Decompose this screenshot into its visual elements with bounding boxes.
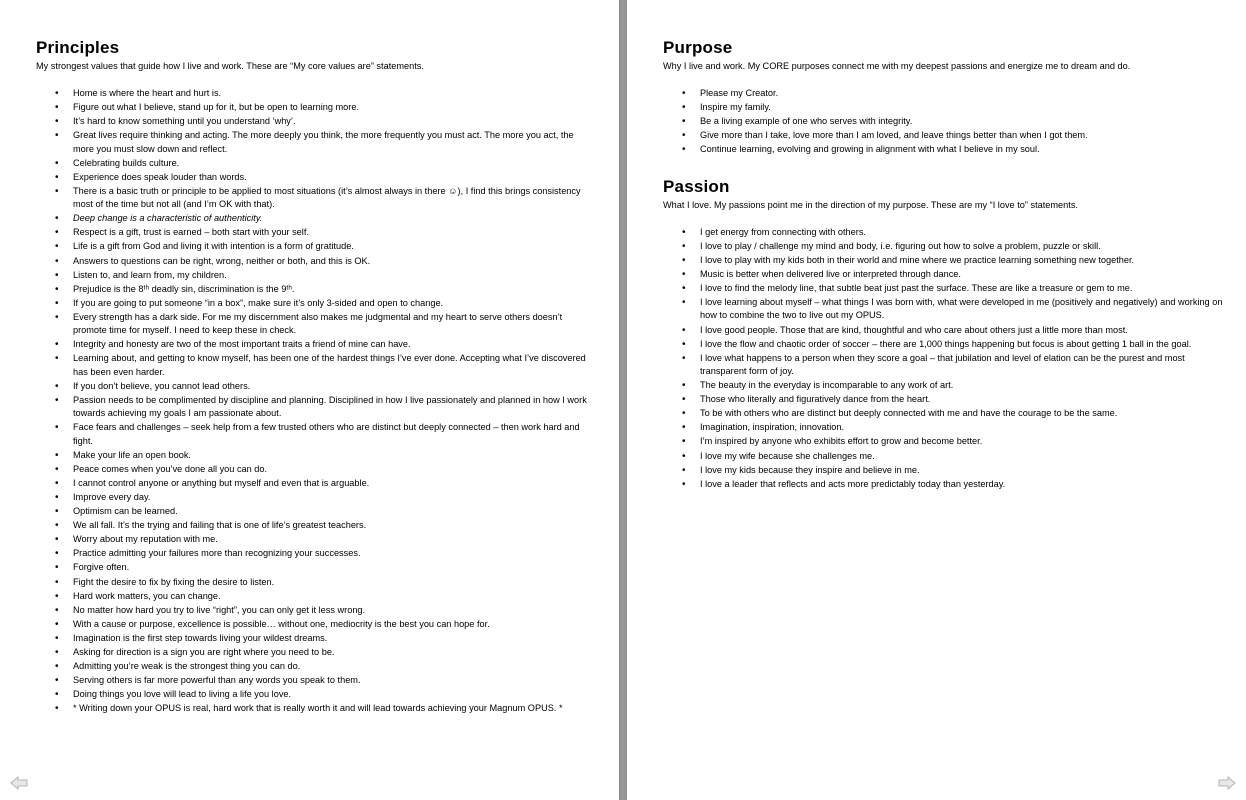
list-item: [663, 379, 1223, 392]
bullet-icon: •: [55, 449, 59, 461]
bullet-icon: •: [55, 506, 59, 518]
list-item: [663, 393, 1223, 406]
bullet-icon: •: [55, 590, 59, 602]
list-item-text: Answers to questions can be right, wrong, neither or both, and this is OK.: [73, 255, 371, 266]
list-item: [663, 101, 1223, 114]
list-item: [663, 421, 1223, 434]
list-item: [663, 478, 1223, 491]
list-item: [36, 157, 596, 170]
bullet-icon: •: [55, 130, 59, 142]
bullet-icon: •: [682, 102, 686, 114]
bullet-icon: •: [55, 703, 59, 715]
list-item: [36, 463, 596, 476]
list-item-text: There is a basic truth or principle to be applied to most situations (it’s almost always in there ☺), I find this brings consistency most of the time but not all (and I’m OK with that).: [73, 185, 581, 210]
bullet-icon: •: [55, 675, 59, 687]
bullet-icon: •: [55, 689, 59, 701]
principles-title: Principles: [36, 38, 120, 57]
list-item: [663, 254, 1223, 267]
list-item-text: Serving others is far more powerful than any words you speak to them.: [73, 675, 361, 686]
list-item: [36, 129, 596, 156]
arrow-left-icon[interactable]: [10, 776, 28, 790]
list-item-text: Deep change is a characteristic of authenticity.: [73, 213, 263, 224]
list-item: [36, 255, 596, 268]
list-item-text: I love to play with my kids both in their world and mine where we practice learning something new together.: [700, 254, 1135, 265]
list-item: [36, 338, 596, 351]
page-right: [627, 0, 1246, 800]
list-item-text: I love my kids because they inspire and believe in me.: [700, 464, 920, 475]
page-left: [0, 0, 619, 800]
bullet-icon: •: [55, 255, 59, 267]
list-item-text: Face fears and challenges – seek help from a few trusted others who are distinct but deeply connected – then work hard and fight.: [73, 422, 580, 446]
list-item: [36, 604, 596, 617]
passion-subtitle: What I love. My passions point me in the direction of my purpose. These are my “I love to” statements.: [663, 199, 1078, 210]
list-item-text: I’m inspired by anyone who exhibits effort to grow and become better.: [700, 436, 983, 447]
list-item-text: Learning about, and getting to know myself, has been one of the hardest things I’ve ever done. Accepting what I’ve discovered has been even harder.: [73, 353, 586, 377]
bullet-icon: •: [55, 227, 59, 239]
bullet-icon: •: [55, 618, 59, 630]
list-item-text: To be with others who are distinct but deeply connected with me and have the courage to be the same.: [700, 408, 1118, 419]
list-item: [36, 533, 596, 546]
list-item-text: No matter how hard you try to live “right”, you can only get it less wrong.: [73, 604, 366, 615]
list-item: [36, 547, 596, 560]
list-item: [36, 226, 596, 239]
list-item: [36, 491, 596, 504]
bullet-icon: •: [682, 436, 686, 448]
bullet-icon: •: [55, 241, 59, 253]
list-item: [36, 212, 596, 225]
list-item: [663, 352, 1223, 379]
list-item: [36, 240, 596, 253]
list-item-text: Prejudice is the 8ᵗʰ deadly sin, discrimination is the 9ᵗʰ.: [73, 283, 295, 294]
bullet-icon: •: [682, 450, 686, 462]
list-item-text: Passion needs to be complimented by discipline and planning. Disciplined in how I live passionately and planned in how I work towards achieving my goals I am passionate about.: [73, 394, 587, 419]
list-item-text: Figure out what I believe, stand up for it, but be open to learning more.: [73, 102, 360, 113]
list-item-text: Be a living example of one who serves with integrity.: [700, 116, 913, 127]
list-item-text: Those who literally and figuratively dance from the heart.: [700, 394, 931, 405]
list-item: [36, 269, 596, 282]
list-item: [36, 311, 596, 338]
list-item: [663, 282, 1223, 295]
list-item: [663, 435, 1223, 448]
bullet-icon: •: [682, 283, 686, 295]
list-item-text: Practice admitting your failures more than recognizing your successes.: [73, 548, 361, 559]
list-item-text: Improve every day.: [73, 491, 151, 502]
list-item: [36, 477, 596, 490]
list-item: [36, 185, 596, 212]
list-item-text: Please my Creator.: [700, 88, 779, 98]
list-item-text: Home is where the heart and hurt is.: [73, 88, 222, 98]
list-item: [663, 87, 1223, 100]
list-item-text: Forgive often.: [73, 562, 130, 573]
bullet-icon: •: [55, 213, 59, 225]
bullet-icon: •: [682, 297, 686, 309]
list-item-text: Fight the desire to fix by fixing the desire to listen.: [73, 576, 275, 587]
bullet-icon: •: [55, 88, 59, 99]
list-item: [36, 646, 596, 659]
list-item-text: I love to play / challenge my mind and body, i.e. figuring out how to solve a problem, puzzle or skill.: [700, 240, 1101, 251]
list-item: [36, 688, 596, 701]
list-item-text: If you don’t believe, you cannot lead others.: [73, 380, 251, 391]
list-item: [36, 101, 596, 114]
list-item: [36, 674, 596, 687]
principles-subtitle: My strongest values that guide how I live and work. These are “My core values are” statements.: [36, 61, 424, 71]
bullet-icon: •: [682, 268, 686, 280]
list-item: [36, 505, 596, 518]
bullet-icon: •: [682, 88, 686, 99]
bullet-icon: •: [55, 632, 59, 644]
bullet-icon: •: [682, 478, 686, 490]
bullet-icon: •: [55, 353, 59, 365]
list-item: [663, 240, 1223, 253]
list-item: [36, 660, 596, 673]
list-item: [36, 590, 596, 603]
passion-title: Passion: [663, 176, 730, 196]
list-item: [36, 618, 596, 631]
bullet-icon: •: [682, 380, 686, 392]
bullet-icon: •: [55, 394, 59, 406]
list-item-text: I love good people. Those that are kind, thoughtful and who care about others just a little more than most.: [700, 324, 1128, 335]
bullet-icon: •: [55, 491, 59, 503]
purpose-passion-section: [663, 38, 1223, 492]
list-item: [663, 268, 1223, 281]
bullet-icon: •: [682, 226, 686, 238]
bullet-icon: •: [55, 269, 59, 281]
bullet-icon: •: [55, 283, 59, 295]
list-item-text: Experience does speak louder than words.: [73, 171, 247, 182]
list-item-text: Celebrating builds culture.: [73, 157, 180, 168]
bullet-icon: •: [55, 604, 59, 616]
list-item-text: I love the flow and chaotic order of soccer – there are 1,000 things happening but focus is about getting 1 ball in the goal.: [700, 338, 1192, 349]
list-item: [36, 702, 596, 715]
list-item-text: Listen to, and learn from, my children.: [73, 269, 227, 280]
list-item-text: I get energy from connecting with others.: [700, 226, 866, 237]
bullet-icon: •: [682, 324, 686, 336]
bullet-icon: •: [55, 339, 59, 351]
list-item-text: If you are going to put someone “in a box”, make sure it’s only 3-sided and open to change.: [73, 297, 444, 308]
list-item: [36, 576, 596, 589]
page-gutter: [619, 0, 627, 800]
list-item-text: Optimism can be learned.: [73, 506, 178, 517]
list-item: [36, 297, 596, 310]
list-item-text: Continue learning, evolving and growing in alignment with what I believe in my soul.: [700, 144, 1040, 155]
bullet-icon: •: [55, 185, 59, 197]
bullet-icon: •: [682, 116, 686, 128]
bullet-icon: •: [55, 463, 59, 475]
list-item: [663, 226, 1223, 239]
list-item-text: Asking for direction is a sign you are right where you need to be.: [73, 646, 335, 657]
bullet-icon: •: [55, 661, 59, 673]
bullet-icon: •: [55, 562, 59, 574]
list-item-text: * Writing down your OPUS is real, hard work that is really worth it and will lead towards achieving your Magnum OPUS. *: [73, 703, 563, 714]
list-item-text: Respect is a gift, trust is earned – both start with your self.: [73, 227, 309, 238]
bullet-icon: •: [682, 464, 686, 476]
list-item: [36, 519, 596, 532]
list-item-text: Great lives require thinking and acting. The more deeply you think, the more frequently you must act. The more you act, the more you must slow down and reflect.: [73, 130, 574, 154]
bullet-icon: •: [55, 548, 59, 560]
list-item: [663, 464, 1223, 477]
list-item: [36, 380, 596, 393]
list-item: [663, 143, 1223, 156]
bullet-icon: •: [55, 380, 59, 392]
list-item: [663, 450, 1223, 463]
list-item: [36, 561, 596, 574]
list-item-text: Inspire my family.: [700, 102, 771, 113]
list-item-text: It’s hard to know something until you understand ‘why’.: [73, 116, 296, 127]
bullet-icon: •: [55, 576, 59, 588]
list-item-text: Admitting you’re weak is the strongest thing you can do.: [73, 661, 301, 672]
purpose-title: Purpose: [663, 38, 733, 57]
list-item-text: With a cause or purpose, excellence is possible… without one, mediocrity is the best you can hope for.: [73, 618, 490, 629]
bullet-icon: •: [55, 102, 59, 114]
bullet-icon: •: [55, 520, 59, 532]
bullet-icon: •: [682, 422, 686, 434]
list-item-text: Hard work matters, you can change.: [73, 590, 221, 601]
list-item-text: I love to find the melody line, that subtle beat just past the surface. These are like a treasure or gem to me.: [700, 283, 1133, 294]
list-item: [663, 129, 1223, 142]
list-item-text: Make your life an open book.: [73, 449, 191, 460]
bullet-icon: •: [682, 240, 686, 252]
list-item-text: Every strength has a dark side. For me my discernment also makes me judgmental and my heart to serve others doesn’t promote time for myself. I need to keep these in check.: [73, 311, 563, 336]
bullet-icon: •: [55, 157, 59, 169]
list-item-text: Life is a gift from God and living it with intention is a form of gratitude.: [73, 241, 354, 252]
principles-list: [36, 87, 596, 716]
list-item-text: I love what happens to a person when they score a goal – that jubilation and level of elation can be the purest and most transparent form of joy.: [700, 352, 1185, 377]
list-item-text: I love a leader that reflects and acts more predictably today than yesterday.: [700, 478, 1006, 489]
list-item-text: Music is better when delivered live or interpreted through dance.: [700, 268, 961, 279]
list-item-text: The beauty in the everyday is incomparable to any work of art.: [700, 380, 954, 391]
list-item: [36, 632, 596, 645]
list-item: [36, 283, 596, 296]
bullet-icon: •: [682, 338, 686, 350]
list-item: [36, 449, 596, 462]
bullet-icon: •: [55, 297, 59, 309]
bullet-icon: •: [55, 422, 59, 434]
list-item: [663, 338, 1223, 351]
list-item: [663, 324, 1223, 337]
list-item-text: Integrity and honesty are two of the most important traits a friend of mine can have.: [73, 339, 411, 350]
passion-list: [663, 226, 1223, 491]
bullet-icon: •: [682, 144, 686, 156]
arrow-right-icon[interactable]: [1218, 776, 1236, 790]
list-item: [663, 407, 1223, 420]
purpose-list: [663, 87, 1223, 157]
list-item-text: Doing things you love will lead to living a life you love.: [73, 689, 292, 700]
list-item: [663, 296, 1223, 323]
list-item-text: Imagination, inspiration, innovation.: [700, 422, 845, 433]
bullet-icon: •: [55, 534, 59, 546]
list-item: [36, 421, 596, 448]
list-item-text: Peace comes when you’ve done all you can do.: [73, 463, 268, 474]
bullet-icon: •: [682, 408, 686, 420]
list-item: [36, 115, 596, 128]
list-item: [36, 171, 596, 184]
list-item-text: Worry about my reputation with me.: [73, 534, 218, 545]
list-item-text: I cannot control anyone or anything but myself and even that is arguable.: [73, 477, 370, 488]
list-item: [36, 352, 596, 379]
bullet-icon: •: [682, 254, 686, 266]
list-item: [36, 87, 596, 100]
list-item-text: Give more than I take, love more than I am loved, and leave things better than when I got them.: [700, 130, 1088, 141]
principles-section: [36, 38, 596, 716]
bullet-icon: •: [55, 311, 59, 323]
list-item-text: Imagination is the first step towards living your wildest dreams.: [73, 632, 328, 643]
bullet-icon: •: [55, 646, 59, 658]
list-item: [663, 115, 1223, 128]
purpose-subtitle: Why I live and work. My CORE purposes connect me with my deepest passions and energize me to dream and do.: [663, 61, 1131, 71]
bullet-icon: •: [55, 116, 59, 128]
bullet-icon: •: [682, 352, 686, 364]
bullet-icon: •: [55, 477, 59, 489]
list-item-text: I love learning about myself – what things I was born with, what were developed in me (positively and negatively) and working on how to combine the two to live out my OPUS.: [700, 297, 1223, 321]
list-item-text: We all fall. It’s the trying and failing that is one of life’s greatest teachers.: [73, 520, 367, 531]
bullet-icon: •: [682, 130, 686, 142]
bullet-icon: •: [55, 171, 59, 183]
list-item-text: I love my wife because she challenges me.: [700, 450, 875, 461]
list-item: [36, 394, 596, 421]
passion-block: [663, 177, 1223, 491]
bullet-icon: •: [682, 394, 686, 406]
